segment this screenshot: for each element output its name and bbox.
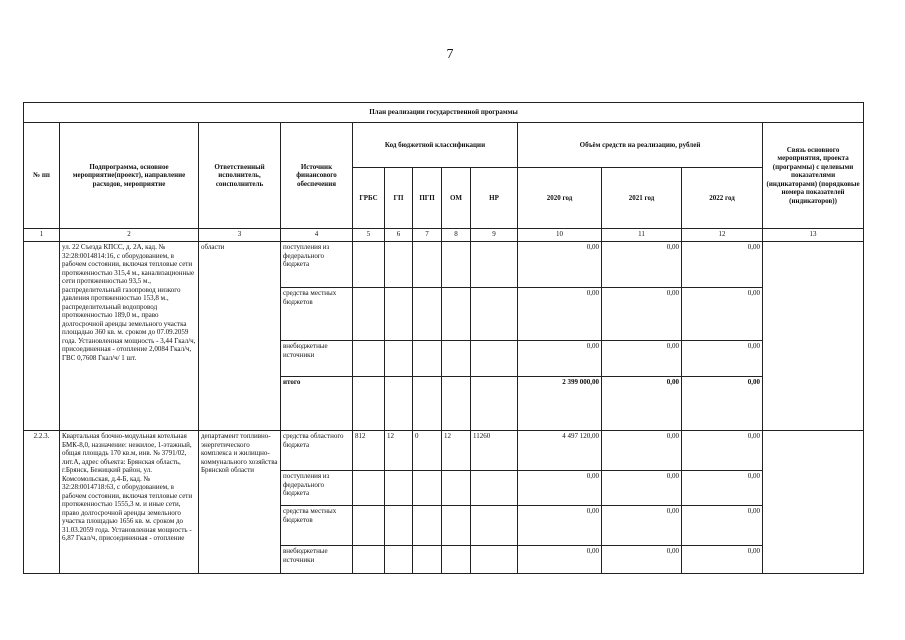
code-gp (385, 377, 413, 431)
amount-2020: 0,00 (518, 242, 602, 288)
col-number: 2 (60, 229, 199, 242)
table-row (24, 431, 864, 471)
code-pgp (413, 288, 442, 341)
code-pgp (413, 377, 442, 431)
header-gp: ГП (385, 168, 413, 229)
header-budget-code: Код бюджетной классификации (353, 123, 518, 168)
amount-2020: 0,00 (518, 546, 602, 574)
funding-source: поступления из федерального бюджета (281, 242, 353, 288)
code-grbs (353, 506, 385, 546)
col-number: 13 (763, 229, 864, 242)
row-number (24, 242, 60, 431)
amount-2021: 0,00 (602, 506, 682, 546)
code-nr (471, 288, 518, 341)
amount-2020: 0,00 (518, 471, 602, 506)
funding-source: средства областного бюджета (281, 431, 353, 471)
header-responsible: Ответственный исполнитель, соисполнитель (199, 123, 281, 229)
program-plan-table (23, 102, 864, 574)
header-nr: НР (471, 168, 518, 229)
amount-2020: 0,00 (518, 288, 602, 341)
code-gp (385, 471, 413, 506)
code-nr (471, 546, 518, 574)
code-om (442, 546, 471, 574)
funding-source: поступления из федерального бюджета (281, 471, 353, 506)
code-pgp (413, 341, 442, 377)
responsible-executor: области (199, 242, 281, 431)
table-row (24, 242, 864, 288)
code-pgp (413, 242, 442, 288)
total-2020: 2 399 000,00 (518, 377, 602, 431)
amount-2020: 4 497 120,00 (518, 431, 602, 471)
code-om (442, 377, 471, 431)
code-nr: 11260 (471, 431, 518, 471)
header-row (24, 123, 864, 168)
col-number: 10 (518, 229, 602, 242)
code-om (442, 288, 471, 341)
table-title-row (24, 103, 864, 123)
amount-2021: 0,00 (602, 288, 682, 341)
code-grbs (353, 341, 385, 377)
col-number: 12 (682, 229, 763, 242)
header-2022: 2022 год (682, 168, 763, 229)
code-grbs (353, 242, 385, 288)
row-number: 2.2.3. (24, 431, 60, 574)
code-om (442, 506, 471, 546)
code-om (442, 471, 471, 506)
funding-source: средства местных бюджетов (281, 288, 353, 341)
indicator-link (763, 431, 864, 574)
code-gp (385, 506, 413, 546)
amount-2021: 0,00 (602, 242, 682, 288)
code-gp: 12 (385, 431, 413, 471)
header-volume: Объём средств на реализацию, рублей (518, 123, 763, 168)
col-number: 8 (442, 229, 471, 242)
code-pgp (413, 471, 442, 506)
header-num: № пп (24, 123, 60, 229)
col-number: 4 (281, 229, 353, 242)
column-number-row (24, 229, 864, 242)
total-2021: 0,00 (602, 377, 682, 431)
responsible-executor: департамент топливно-энергетического комплекса и жилищно-коммунального хозяйства Брянской области (199, 431, 281, 574)
page-number: 7 (446, 47, 454, 62)
funding-source: внебюджетные источники (281, 546, 353, 574)
measure-description: Квартальная блочно-модульная котельная БМК-8,0, назначение: нежилое, 1-этажный, общая площадь 170 кв.м, инв. № 3791/02, лит.А, адрес объекта: Брянская область, г.Брянск, Бежицкий район, ул. Комсомольская, д.4-Б, кад. № 32:28:0014718:63, с оборудованием, в рабочем состоянии, включая тепловые сети протяженностью 1555,3 м. и иные сети, право долгосрочной аренды земельного участка площадью 1656 кв. м. сроком до 31.03.2059 года. Установленная мощность - 6,87 Гкал/ч, присоединенная - отопление (60, 431, 199, 574)
header-om: ОМ (442, 168, 471, 229)
code-pgp (413, 546, 442, 574)
code-gp (385, 341, 413, 377)
code-om: 12 (442, 431, 471, 471)
funding-source-total: итого (281, 377, 353, 431)
amount-2022: 0,00 (682, 506, 763, 546)
code-gp (385, 288, 413, 341)
code-nr (471, 377, 518, 431)
code-om (442, 341, 471, 377)
amount-2022: 0,00 (682, 341, 763, 377)
col-number: 3 (199, 229, 281, 242)
col-number: 6 (385, 229, 413, 242)
funding-source: средства местных бюджетов (281, 506, 353, 546)
code-grbs: 812 (353, 431, 385, 471)
header-2020: 2020 год (518, 168, 602, 229)
code-gp (385, 242, 413, 288)
col-number: 1 (24, 229, 60, 242)
col-number: 5 (353, 229, 385, 242)
table-title: План реализации государственной программы (24, 103, 864, 123)
code-nr (471, 242, 518, 288)
code-grbs (353, 377, 385, 431)
amount-2022: 0,00 (682, 546, 763, 574)
code-nr (471, 506, 518, 546)
code-pgp: 0 (413, 431, 442, 471)
code-nr (471, 471, 518, 506)
amount-2020: 0,00 (518, 341, 602, 377)
header-2021: 2021 год (602, 168, 682, 229)
amount-2021: 0,00 (602, 431, 682, 471)
code-om (442, 242, 471, 288)
header-grbs: ГРБС (353, 168, 385, 229)
code-grbs (353, 546, 385, 574)
code-pgp (413, 506, 442, 546)
total-2022: 0,00 (682, 377, 763, 431)
header-link: Связь основного мероприятия, проекта (программы) с целевыми показателями (индикаторами) (порядковые номера показателей (индикаторов)) (763, 123, 864, 229)
code-nr (471, 341, 518, 377)
code-grbs (353, 471, 385, 506)
header-pgp: ПГП (413, 168, 442, 229)
header-source: Источник финансового обеспечения (281, 123, 353, 229)
col-number: 9 (471, 229, 518, 242)
amount-2021: 0,00 (602, 341, 682, 377)
header-program: Подпрограмма, основное мероприятие(проект), направление расходов, мероприятие (60, 123, 199, 229)
amount-2022: 0,00 (682, 431, 763, 471)
col-number: 11 (602, 229, 682, 242)
code-gp (385, 546, 413, 574)
code-grbs (353, 288, 385, 341)
indicator-link (763, 242, 864, 431)
amount-2022: 0,00 (682, 471, 763, 506)
col-number: 7 (413, 229, 442, 242)
funding-source: внебюджетные источники (281, 341, 353, 377)
amount-2021: 0,00 (602, 546, 682, 574)
amount-2020: 0,00 (518, 506, 602, 546)
amount-2022: 0,00 (682, 288, 763, 341)
amount-2021: 0,00 (602, 471, 682, 506)
amount-2022: 0,00 (682, 242, 763, 288)
measure-description: ул. 22 Съезда КПСС, д. 2А, кад. № 32:28:0014814:16, с оборудованием, в рабочем состоянии, включая тепловые сети протяженностью 315,4 м., канализационные сети протяженностью 93,5 м., распределительный газопровод низкого давления протяженностью 153,8 м., распределительный водопровод протяженностью 189,0 м., право долгосрочной аренды земельного участка площадью 360 кв. м. сроком до 07.09.2059 года. Установленная мощность - 3,44 Гкал/ч, присоединенная - отопление 2,0084 Гкал/ч, ГВС 0,7608 Гкал/ч/ 1 шт. (60, 242, 199, 431)
